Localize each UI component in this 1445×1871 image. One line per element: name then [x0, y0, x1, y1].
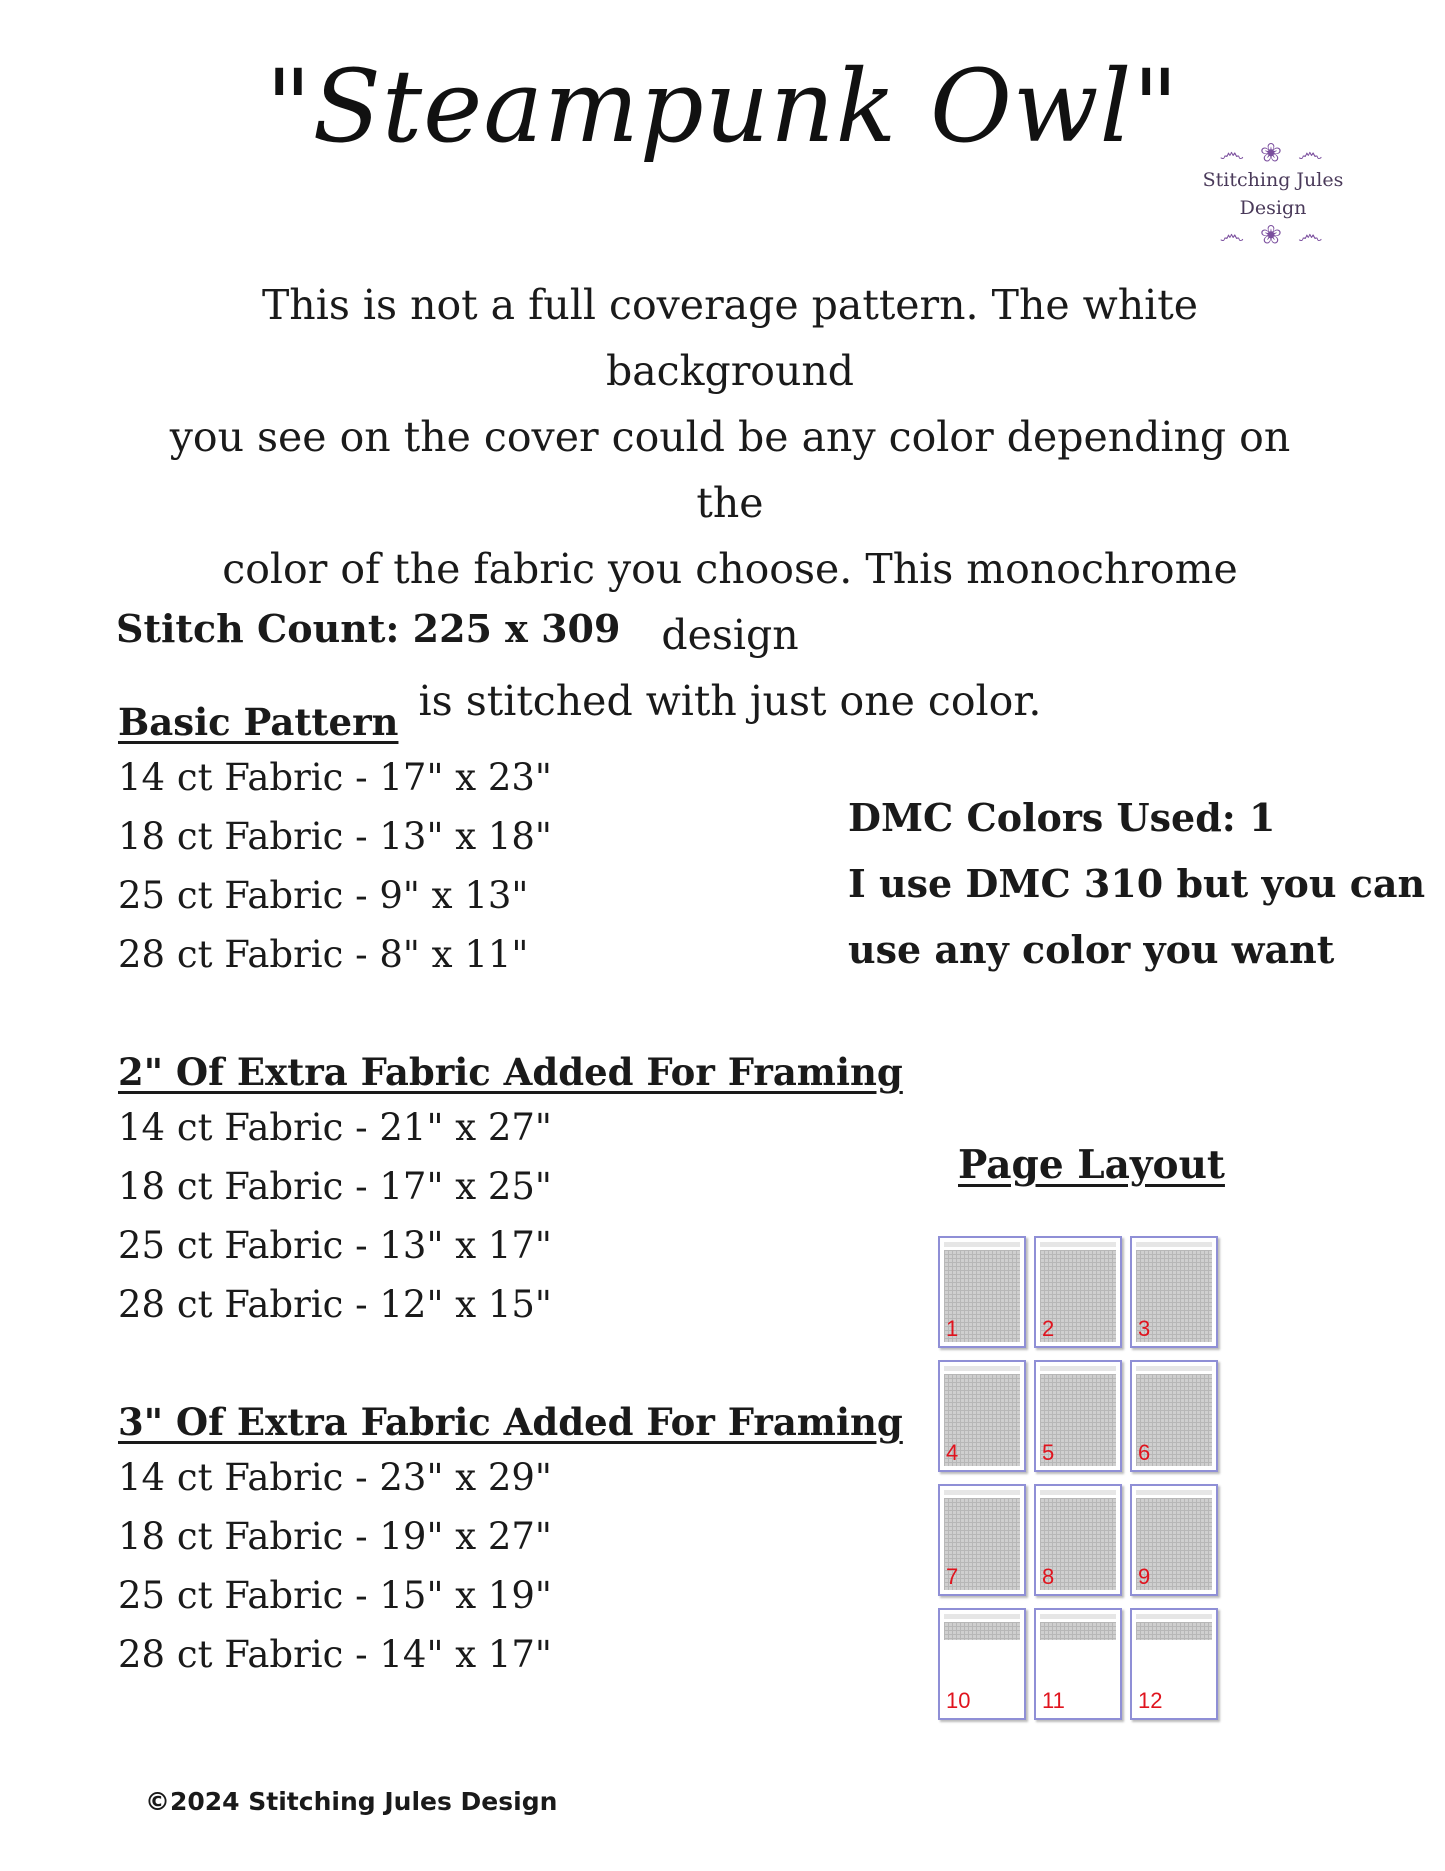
page-number: 7: [946, 1564, 959, 1589]
section-heading: 2" Of Extra Fabric Added For Framing: [118, 1050, 903, 1094]
fabric-section-basic: [118, 700, 552, 984]
page-thumbnail: [1034, 1484, 1122, 1596]
page-number: 3: [1138, 1316, 1151, 1341]
page-thumbnail: [938, 1236, 1026, 1348]
page-number: 1: [946, 1316, 959, 1341]
page-number: 2: [1042, 1316, 1055, 1341]
copyright-footer: ©2024 Stitching Jules Design: [145, 1787, 558, 1816]
fabric-size-row: 25 ct Fabric - 13" x 17": [118, 1224, 552, 1267]
fabric-size-row: 18 ct Fabric - 17" x 25": [118, 1165, 552, 1208]
page-layout-title: Page Layout: [958, 1142, 1225, 1188]
page-number: 12: [1138, 1688, 1163, 1713]
page-thumbnail: [1130, 1484, 1218, 1596]
page-number: 10: [946, 1688, 971, 1713]
dmc-colors-info: [848, 785, 1425, 983]
dmc-line: DMC Colors Used: 1: [848, 795, 1276, 840]
intro-paragraph: [150, 272, 1310, 734]
swirl-ornament-icon: ෴ ❀ ෴: [1219, 138, 1327, 168]
fabric-section-3in: [118, 1400, 903, 1684]
fabric-section-2in: [118, 1050, 903, 1334]
page-thumbnail: [1130, 1608, 1218, 1720]
fabric-size-row: 25 ct Fabric - 9" x 13": [118, 874, 529, 917]
intro-line: This is not a full coverage pattern. The white background: [261, 281, 1199, 395]
page-number: 6: [1138, 1440, 1151, 1465]
page-thumbnail: [938, 1360, 1026, 1472]
page-thumbnail: [1034, 1236, 1122, 1348]
fabric-size-row: 18 ct Fabric - 19" x 27": [118, 1515, 552, 1558]
dmc-line: I use DMC 310 but you can: [848, 861, 1426, 906]
swirl-ornament-icon: ෴ ❀ ෴: [1219, 220, 1327, 250]
intro-line: is stitched with just one color.: [418, 677, 1042, 725]
section-heading: 3" Of Extra Fabric Added For Framing: [118, 1400, 903, 1444]
page-number: 8: [1042, 1564, 1055, 1589]
page-thumbnail: [1034, 1608, 1122, 1720]
dmc-line: use any color you want: [848, 927, 1335, 972]
page-thumbnail: [1130, 1360, 1218, 1472]
fabric-size-row: 28 ct Fabric - 14" x 17": [118, 1633, 552, 1676]
page-thumbnail: [1130, 1236, 1218, 1348]
fabric-size-row: 14 ct Fabric - 17" x 23": [118, 756, 552, 799]
page-thumbnail: [938, 1608, 1026, 1720]
fabric-size-row: 18 ct Fabric - 13" x 18": [118, 815, 552, 858]
intro-line: color of the fabric you choose. This monochrome design: [222, 545, 1238, 659]
stitch-count: Stitch Count: 225 x 309: [116, 606, 621, 651]
brand-logo: [1168, 140, 1378, 250]
page-number: 9: [1138, 1564, 1151, 1589]
page-number: 11: [1042, 1688, 1065, 1713]
page-number: 5: [1042, 1440, 1055, 1465]
fabric-size-row: 25 ct Fabric - 15" x 19": [118, 1574, 552, 1617]
logo-brand-text: Stitching Jules Design: [1202, 169, 1344, 219]
fabric-size-row: 14 ct Fabric - 23" x 29": [118, 1456, 552, 1499]
fabric-size-row: 28 ct Fabric - 12" x 15": [118, 1283, 552, 1326]
fabric-size-row: 28 ct Fabric - 8" x 11": [118, 933, 529, 976]
intro-line: you see on the cover could be any color depending on the: [169, 413, 1291, 527]
page-number: 4: [946, 1440, 959, 1465]
page-thumbnail: [1034, 1360, 1122, 1472]
page-title: "Steampunk Owl": [265, 48, 1180, 165]
section-heading: Basic Pattern: [118, 700, 399, 744]
page-thumbnail: [938, 1484, 1026, 1596]
fabric-size-row: 14 ct Fabric - 21" x 27": [118, 1106, 552, 1149]
